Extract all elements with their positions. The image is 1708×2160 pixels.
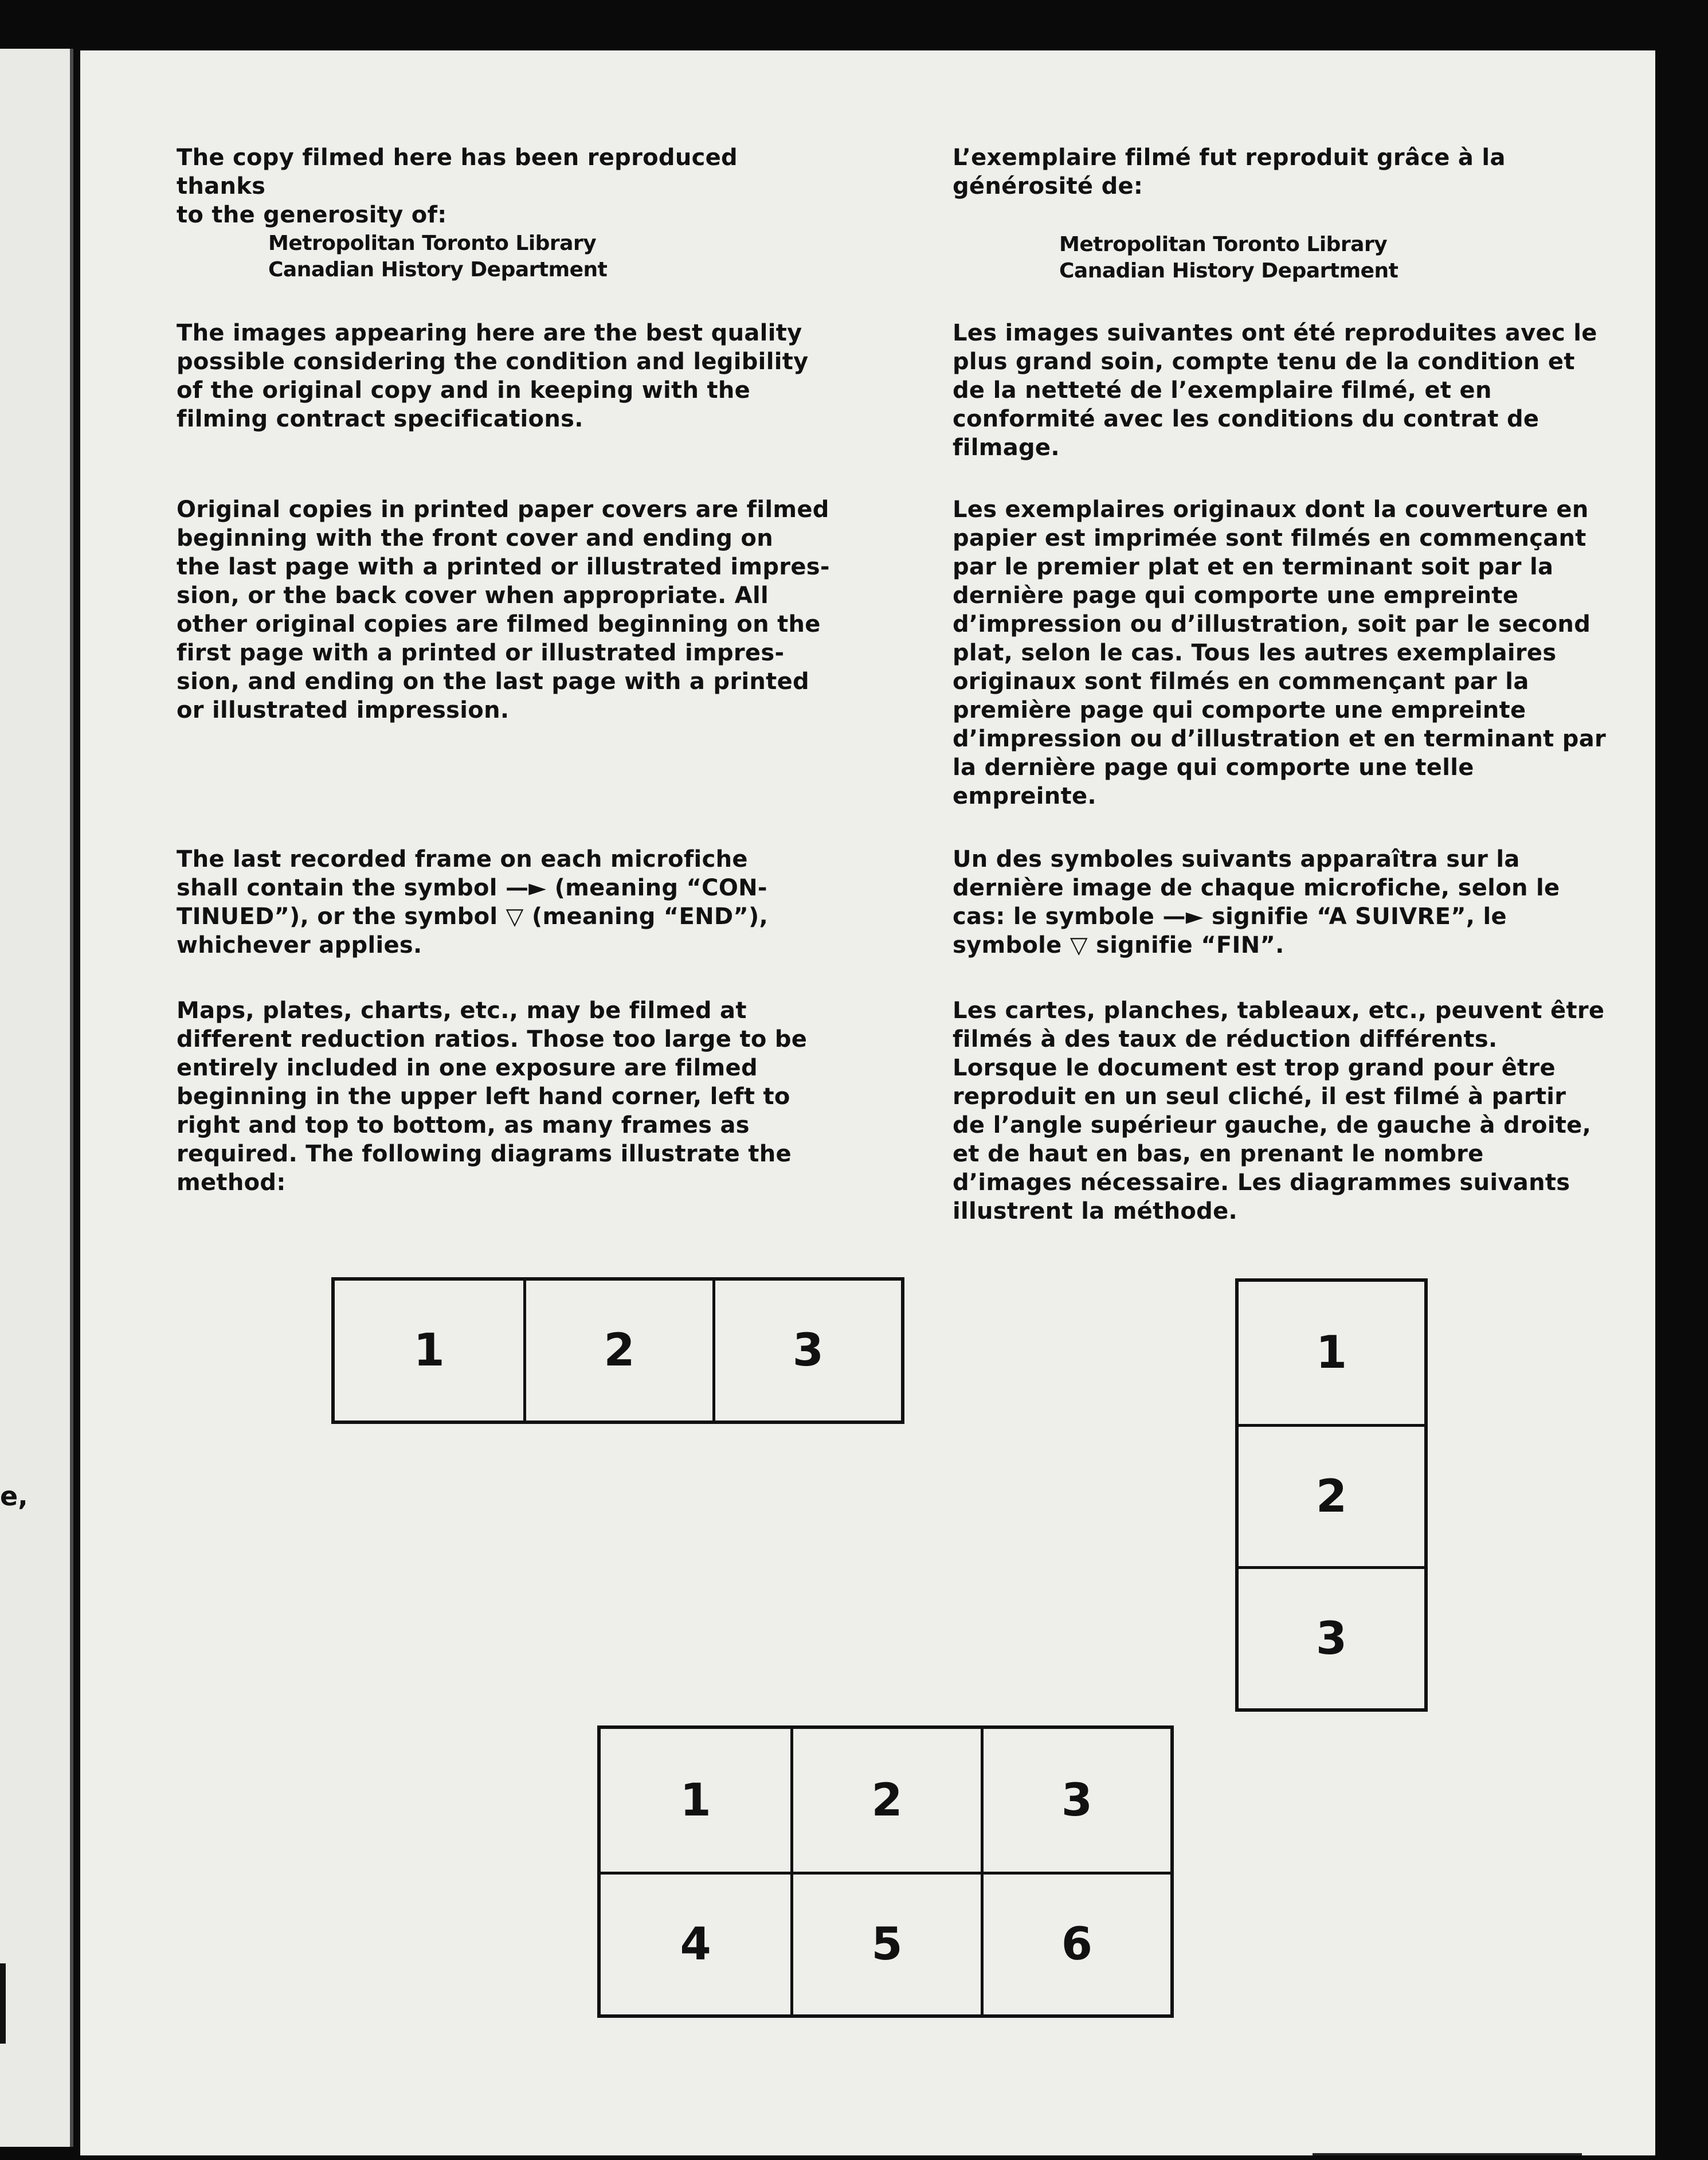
microfiche-target-page — [80, 50, 1655, 2155]
frame-cell: 1 — [680, 1774, 711, 1826]
en-reduction-method: Maps, plates, charts, etc., may be filmed at different reduction ratios. Those too large to be entirely included in one exposure are filmed beginning in the upper left hand corner, left to right and top to bottom, as many frames as required. The following diagrams illustrate the method: — [177, 997, 808, 1196]
fr-acknowledgement: L’exemplaire filmé fut reproduit grâce à la générosité de: — [953, 144, 1506, 199]
fr-quality-statement: Les images suivantes ont été reproduites avec le plus grand soin, compte tenu de la condition et de la netteté de l’exemplaire filmé, et en conformité avec les conditions du contrat de filmage. — [953, 320, 1597, 461]
frame-cell: 2 — [1239, 1424, 1424, 1566]
fr-library-department: Canadian History Department — [1059, 259, 1398, 283]
fr-reduction-method: Les cartes, planches, tableaux, etc., peuvent être filmés à des taux de réduction différents. Lorsque le document est trop grand pour être reproduit en un seul cliché, il est filmé à partir de l’angle supérieur gauche, de gauche à droite, et de haut en bas, en prenant le nombre d’images nécessaire. Les diagrammes suivants illustrent la méthode. — [953, 997, 1605, 1224]
frame-cell: 3 — [712, 1281, 901, 1421]
fr-symbol-legend: Un des symboles suivants apparaîtra sur la dernière image de chaque microfiche, selon le cas: le symbole —► signifie “A SUIVRE”, le symbole ▽ signifie “FIN”. — [953, 846, 1560, 958]
en-library-name: Metropolitan Toronto Library — [268, 232, 597, 255]
diagram-grid-frames — [597, 1725, 1174, 2018]
previous-page-fragment: e, — [0, 1481, 28, 1512]
frame-cell: 3 — [1239, 1566, 1424, 1708]
frame-cell: 1 — [413, 1325, 445, 1376]
fr-library-name: Metropolitan Toronto Library — [1059, 233, 1388, 256]
en-symbol-legend: The last recorded frame on each microfiche shall contain the symbol —► (meaning “CON- TINUED”), or the symbol ▽ (meaning “END”), whichever applies. — [177, 846, 769, 958]
film-scratch — [1313, 2153, 1582, 2155]
binding-edge — [70, 49, 73, 2147]
diagram-horizontal-frames — [331, 1277, 904, 1424]
en-acknowledgement: The copy filmed here has been reproduced thanks to the generosity of: — [177, 144, 738, 228]
en-library-department: Canadian History Department — [268, 258, 608, 281]
frame-cell: 6 — [981, 1872, 1170, 2014]
fr-filming-order: Les exemplaires originaux dont la couverture en papier est imprimée sont filmés en commençant par le premier plat et en terminant soit par la dernière page qui comporte une empreinte d’impression ou d’illustration, soit par le second plat, selon le cas. Tous les autres exemplaires originaux sont filmés en commençant par la première page qui comporte une empreinte d’impression ou d’illustration et en terminant par la dernière page qui comporte une telle empreinte. — [953, 496, 1607, 809]
frame-cell: 3 — [981, 1729, 1170, 1872]
frame-cell: 2 — [790, 1729, 980, 1872]
previous-page-edge — [0, 49, 73, 2147]
en-filming-order: Original copies in printed paper covers are filmed beginning with the front cover and ending on the last page with a printed or illustrated impres- sion, or the back cover when appropriate. All other original copies are filmed beginning on the first page with a printed or illustrated impres- sion, and ending on the last page with a printed or illustrated impression. — [177, 496, 830, 723]
en-quality-statement: The images appearing here are the best quality possible considering the condition and legibility of the original copy and in keeping with the filming contract specifications. — [177, 320, 809, 432]
frame-cell: 1 — [1315, 1327, 1347, 1379]
previous-page-mark — [0, 1963, 6, 2044]
frame-cell: 5 — [790, 1872, 980, 2014]
frame-cell: 4 — [601, 1872, 790, 2014]
frame-cell: 2 — [523, 1281, 712, 1421]
diagram-vertical-frames — [1235, 1278, 1428, 1712]
